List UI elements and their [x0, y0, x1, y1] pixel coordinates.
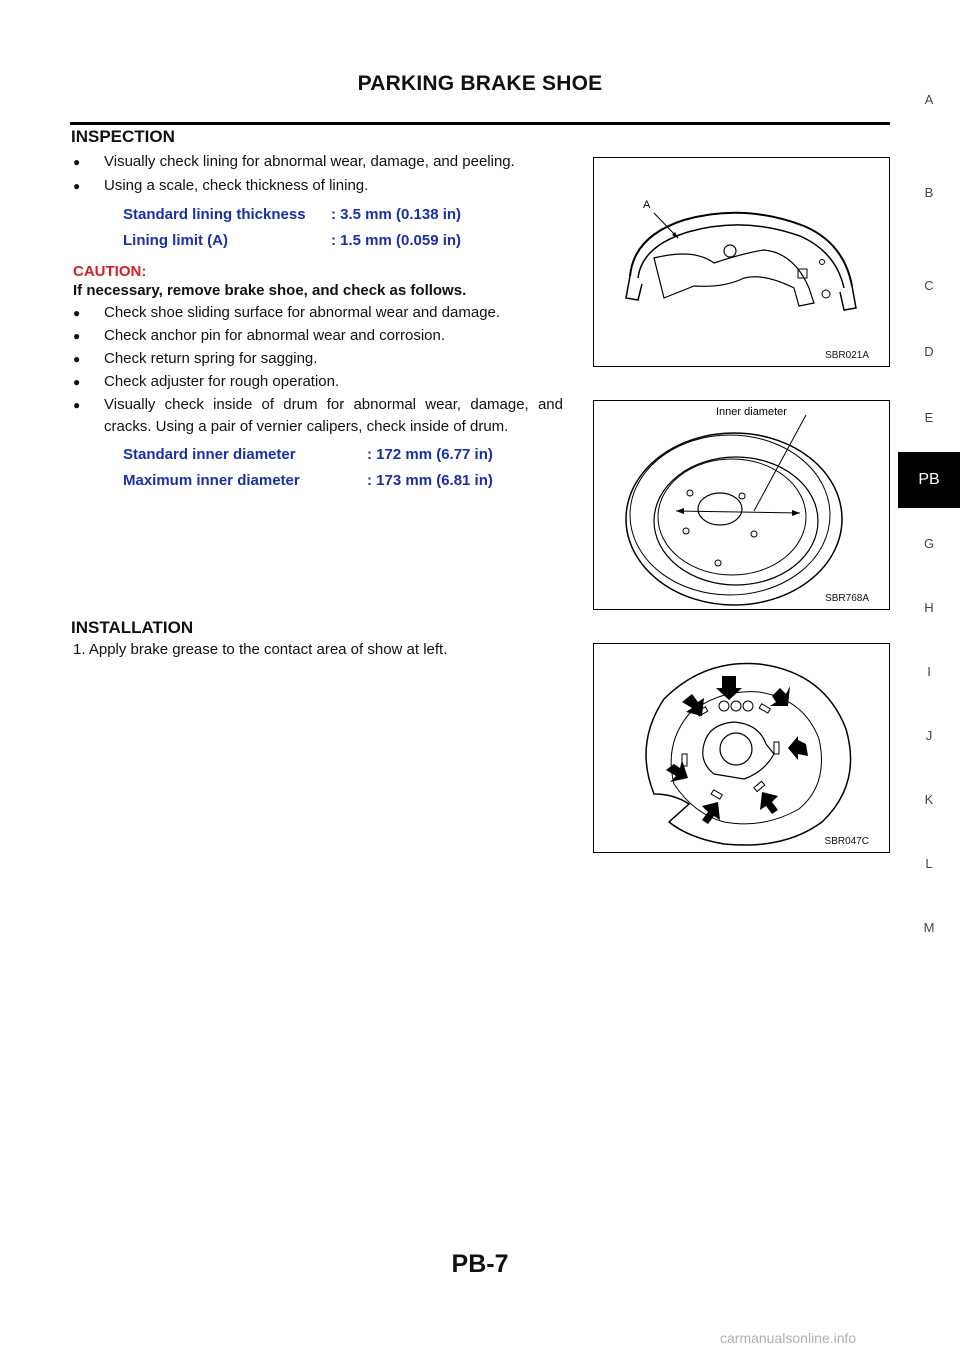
figure-code: SBR768A [825, 593, 869, 604]
spec-value: : 3.5 mm (0.138 in) [331, 206, 462, 223]
spec-value: : 173 mm (6.81 in) [367, 472, 493, 489]
spec-label: Standard inner diameter [123, 446, 296, 463]
bullet-icon: ● [73, 329, 81, 343]
section-tab-pb[interactable]: PB [898, 452, 960, 508]
watermark: carmanualsonline.info [720, 1330, 857, 1346]
bullet-text: Visually check lining for abnormal wear, damage, and peeling. [104, 153, 515, 170]
figure-code: SBR021A [825, 350, 869, 361]
bullet-text: Check shoe sliding surface for abnormal wear and damage. [104, 304, 501, 321]
section-tab-h[interactable]: H [924, 600, 934, 615]
bullet-icon: ● [73, 352, 81, 366]
section-tab-c[interactable]: C [924, 278, 934, 293]
bullet-icon: ● [73, 155, 81, 169]
bullet-text: Check return spring for sagging. [104, 350, 318, 367]
bullet-icon: ● [73, 306, 81, 320]
section-tab-d[interactable]: D [924, 344, 934, 359]
bullet-item [73, 325, 563, 347]
bullet-item [73, 348, 563, 370]
installation-heading: INSTALLATION [71, 618, 194, 637]
section-tab-k[interactable]: K [924, 792, 934, 807]
figure-backplate [593, 643, 890, 853]
spec-row [123, 206, 543, 228]
inspection-heading: INSPECTION [71, 127, 175, 146]
backplate-illustration [594, 644, 889, 852]
section-tab-l[interactable]: L [925, 856, 933, 871]
bullet-icon: ● [73, 375, 81, 389]
bullet-text: Using a scale, check thickness of lining. [104, 177, 369, 194]
bullet-item [73, 371, 563, 393]
page-title: PARKING BRAKE SHOE [357, 72, 603, 95]
bullet-item [73, 302, 563, 324]
section-tab-a[interactable]: A [924, 92, 934, 107]
bullet-text: Check anchor pin for abnormal wear and corrosion. [104, 327, 446, 344]
section-tab-j[interactable]: J [925, 728, 933, 743]
spec-label: Lining limit (A) [123, 232, 228, 249]
section-tab-e[interactable]: E [924, 410, 934, 425]
figure-label: Inner diameter [716, 406, 787, 418]
figure-code: SBR047C [824, 836, 869, 847]
spec-value: : 1.5 mm (0.059 in) [331, 232, 462, 249]
spec-value: : 172 mm (6.77 in) [367, 446, 493, 463]
brake-shoe-illustration [594, 158, 889, 366]
bullet-item [73, 151, 563, 173]
bullet-item [73, 175, 563, 197]
page-number: PB-7 [451, 1250, 509, 1278]
bullet-item [73, 394, 563, 438]
figure-brake-shoe [593, 157, 890, 367]
figure-brake-drum [593, 400, 890, 610]
spec-row [123, 446, 543, 468]
caution-text: If necessary, remove brake shoe, and check as follows. [73, 282, 467, 299]
spec-row [123, 472, 543, 494]
section-tab-g[interactable]: G [923, 536, 935, 551]
bullet-text: Check adjuster for rough operation. [104, 373, 340, 390]
section-tab-i[interactable]: I [927, 664, 931, 679]
bullet-text: Visually check inside of drum for abnormal wear, damage, and cracks. Using a pair of vernier calipers, check inside of drum. [104, 396, 563, 435]
installation-step: 1. Apply brake grease to the contact area of show at left. [73, 641, 448, 658]
section-tab-b[interactable]: B [924, 185, 934, 200]
bullet-icon: ● [73, 179, 81, 193]
section-tab-m[interactable]: M [923, 920, 935, 935]
spec-label: Maximum inner diameter [123, 472, 300, 489]
brake-drum-illustration [594, 401, 889, 609]
arrow-icon [666, 676, 808, 824]
bullet-icon: ● [73, 398, 81, 412]
header-divider [70, 122, 890, 125]
caution-label: CAUTION: [73, 263, 147, 280]
spec-row [123, 232, 543, 254]
spec-label: Standard lining thickness [123, 206, 306, 223]
figure-label: A [643, 199, 651, 211]
